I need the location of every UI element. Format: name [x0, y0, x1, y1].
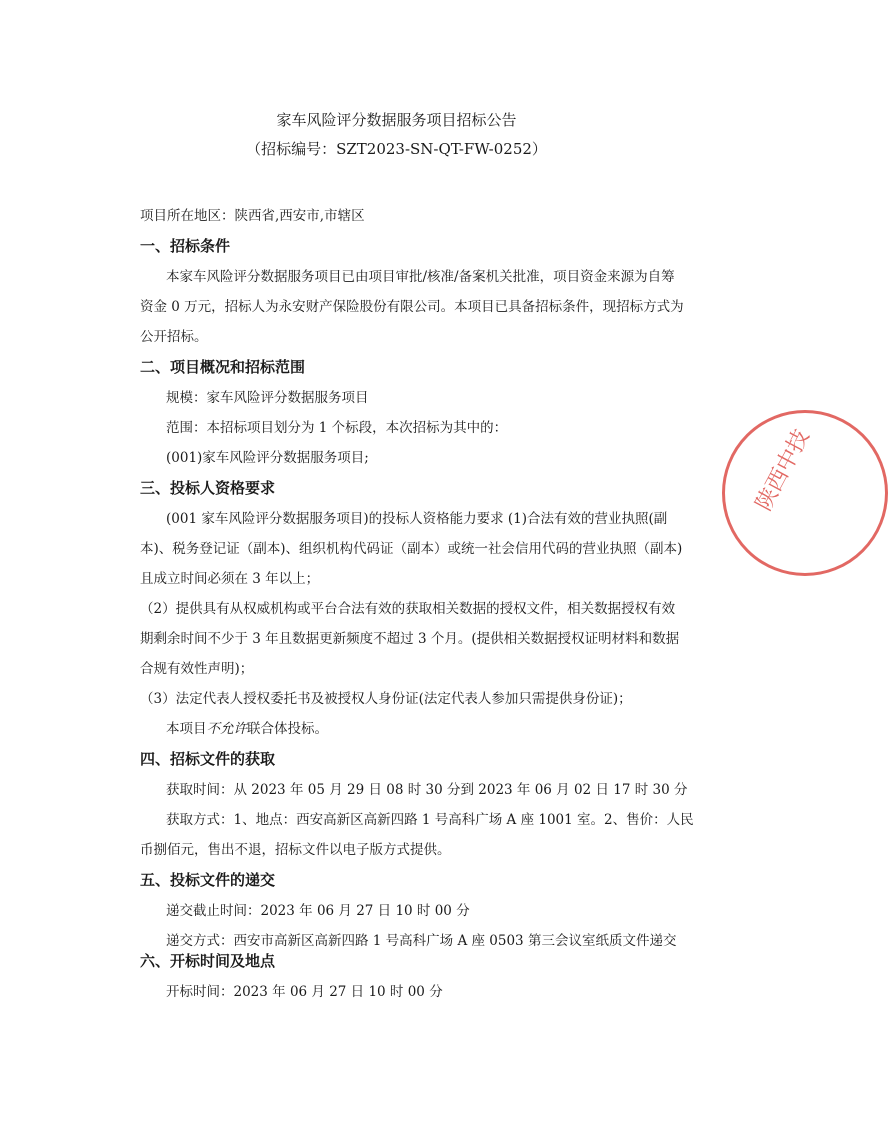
section-3-line-6: 合规有效性声明)；	[140, 661, 254, 677]
company-seal-text: 陕西中技	[751, 425, 815, 516]
section-5-heading: 五、投标文件的递交	[140, 871, 276, 889]
section-1-line-3: 公开招标。	[140, 329, 208, 345]
section-3-line-4: （2）提供具有从权威机构或平台合法有效的获取相关数据的授权文件，相关数据授权有效	[140, 601, 676, 617]
section-2-line-2: 范围：本招标项目划分为 1 个标段，本次招标为其中的：	[166, 420, 508, 436]
company-seal	[722, 410, 888, 576]
section-5-line-2: 递交方式：西安市高新区高新四路 1 号高科广场 A 座 0503 第三会议室纸质文件递交	[166, 933, 677, 949]
section-3-line-8	[166, 720, 328, 738]
section-1-line-2: 资金 0 万元，招标人为永安财产保险股份有限公司。本项目已具备招标条件，现招标方式为	[140, 299, 684, 315]
section-2-line-3: (001)家车风险评分数据服务项目;	[166, 450, 369, 466]
section-3-heading: 三、投标人资格要求	[140, 479, 276, 497]
project-location: 项目所在地区：陕西省,西安市,市辖区	[140, 208, 365, 224]
section-3-line-7: （3）法定代表人授权委托书及被授权人身份证(法定代表人参加只需提供身份证)；	[140, 691, 632, 707]
section-4-heading: 四、招标文件的获取	[140, 750, 276, 768]
section-2-heading: 二、项目概况和招标范围	[140, 358, 306, 376]
section-4-line-2: 获取方式：1、地点：西安高新区高新四路 1 号高科广场 A 座 1001 室。2、售价：人民	[166, 812, 694, 828]
section-3-line-3: 且成立时间必须在 3 年以上；	[140, 571, 320, 587]
joint-bid-prefix: 本项目	[166, 721, 207, 737]
section-5-line-1: 递交截止时间：2023 年 06 月 27 日 10 时 00 分	[166, 903, 470, 919]
section-6-line-1: 开标时间：2023 年 06 月 27 日 10 时 00 分	[166, 984, 443, 1000]
section-4-line-3: 币捌佰元，售出不退，招标文件以电子版方式提供。	[140, 842, 451, 858]
section-1-line-1: 本家车风险评分数据服务项目已由项目审批/核准/备案机关批准，项目资金来源为自筹	[166, 269, 675, 285]
tender-code: （招标编号：SZT2023-SN-QT-FW-0252）	[246, 140, 547, 158]
section-1-heading: 一、招标条件	[140, 237, 231, 255]
joint-bid-suffix: 联合体投标。	[247, 721, 328, 737]
section-3-line-1: (001 家车风险评分数据服务项目)的投标人资格能力要求 (1)合法有效的营业执照(副	[166, 511, 668, 527]
section-6-heading: 六、开标时间及地点	[140, 952, 276, 970]
section-3-line-5: 期剩余时间不少于 3 年且数据更新频度不超过 3 个月。(提供相关数据授权证明材料和数据	[140, 631, 680, 647]
section-3-line-2: 本)、税务登记证（副本)、组织机构代码证（副本）或统一社会信用代码的营业执照（副本)	[140, 541, 683, 557]
section-4-line-1: 获取时间：从 2023 年 05 月 29 日 08 时 30 分到 2023 年 06 月 02 日 17 时 30 分	[166, 782, 688, 798]
section-2-line-1: 规模：家车风险评分数据服务项目	[166, 390, 369, 406]
document-title: 家车风险评分数据服务项目招标公告	[276, 111, 517, 129]
joint-bid-not-allowed: 不允许	[206, 721, 247, 737]
